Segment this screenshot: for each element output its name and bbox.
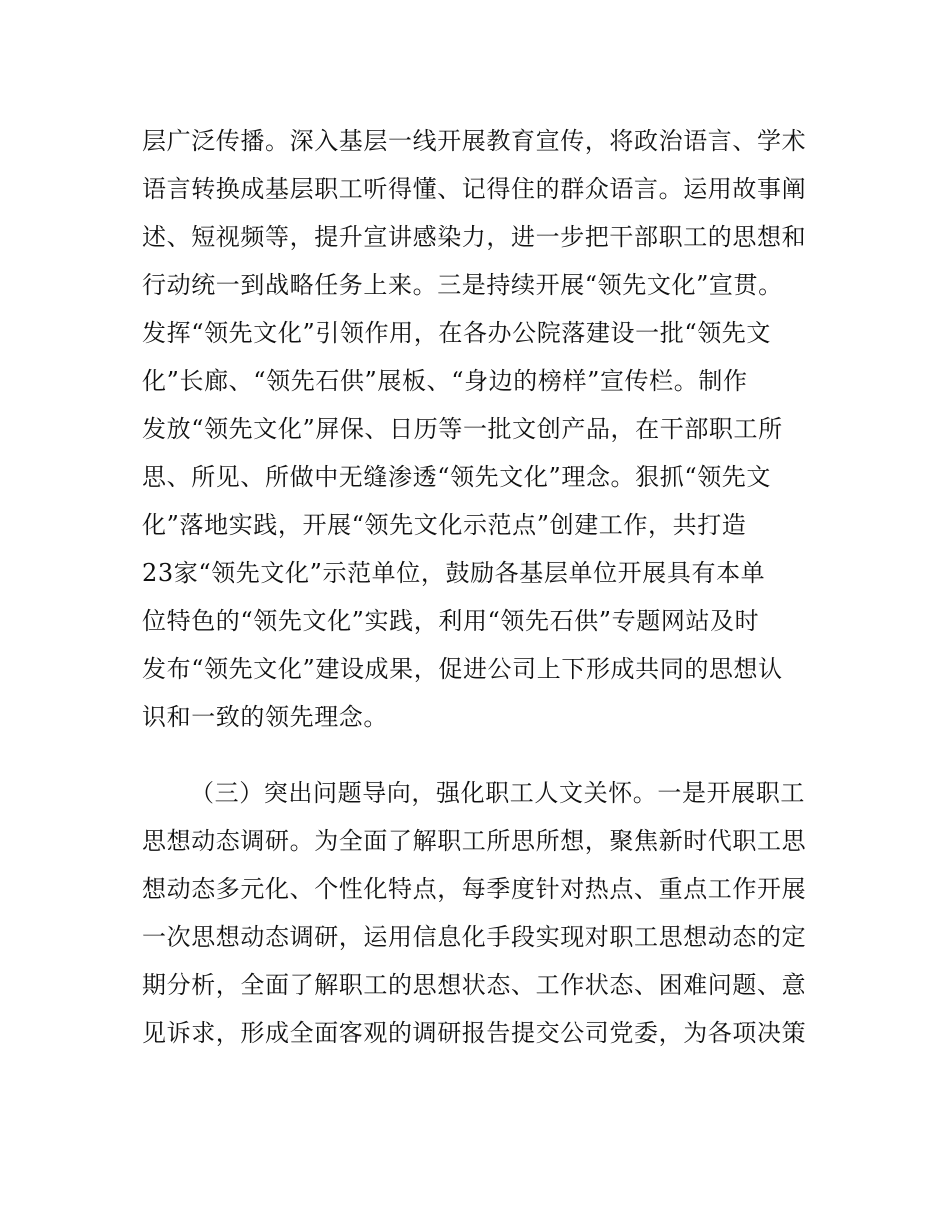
text-line: 一次思想动态调研，运用信息化手段实现对职工思想动态的定	[142, 923, 807, 951]
text-line: 位特色的“领先文化”实践，利用“领先石供”专题网站及时	[142, 607, 760, 635]
text-line: 见诉求，形成全面客观的调研报告提交公司党委，为各项决策	[142, 1019, 807, 1047]
text-line: 述、短视频等，提升宣讲感染力，进一步把干部职工的思想和	[142, 223, 807, 251]
text-line: 思、所见、所做中无缝渗透“领先文化”理念。狠抓“领先文	[142, 463, 772, 491]
text-line: 思想动态调研。为全面了解职工所思所想，聚焦新时代职工思	[142, 827, 807, 855]
text-line: 化”长廊、“领先石供”展板、“身边的榜样”宣传栏。制作	[142, 367, 748, 395]
text-line: 化”落地实践，开展“领先文化示范点”创建工作，共打造	[142, 511, 747, 539]
text-line: 期分析，全面了解职工的思想状态、工作状态、困难问题、意	[142, 971, 807, 999]
text-line: 识和一致的领先理念。	[142, 703, 388, 731]
text-line: 23家“领先文化”示范单位，鼓励各基层单位开展具有本单	[142, 559, 766, 587]
text-line: 层广泛传播。深入基层一线开展教育宣传，将政治语言、学术	[142, 127, 807, 155]
body-paragraph-2	[142, 769, 832, 1057]
section-heading-line: （三）突出问题导向，强化职工人文关怀。一是开展职工	[190, 779, 805, 807]
body-paragraph-1	[142, 117, 832, 741]
text-line: 发布“领先文化”建设成果，促进公司上下形成共同的思想认	[142, 655, 783, 683]
text-line: 发挥“领先文化”引领作用，在各办公院落建设一批“领先文	[142, 319, 772, 347]
text-line: 语言转换成基层职工听得懂、记得住的群众语言。运用故事阐	[142, 175, 807, 203]
text-line: 行动统一到战略任务上来。三是持续开展“领先文化”宣贯。	[142, 271, 783, 299]
text-line: 发放“领先文化”屏保、日历等一批文创产品，在干部职工所	[142, 415, 783, 443]
text-line: 想动态多元化、个性化特点，每季度针对热点、重点工作开展	[142, 875, 807, 903]
